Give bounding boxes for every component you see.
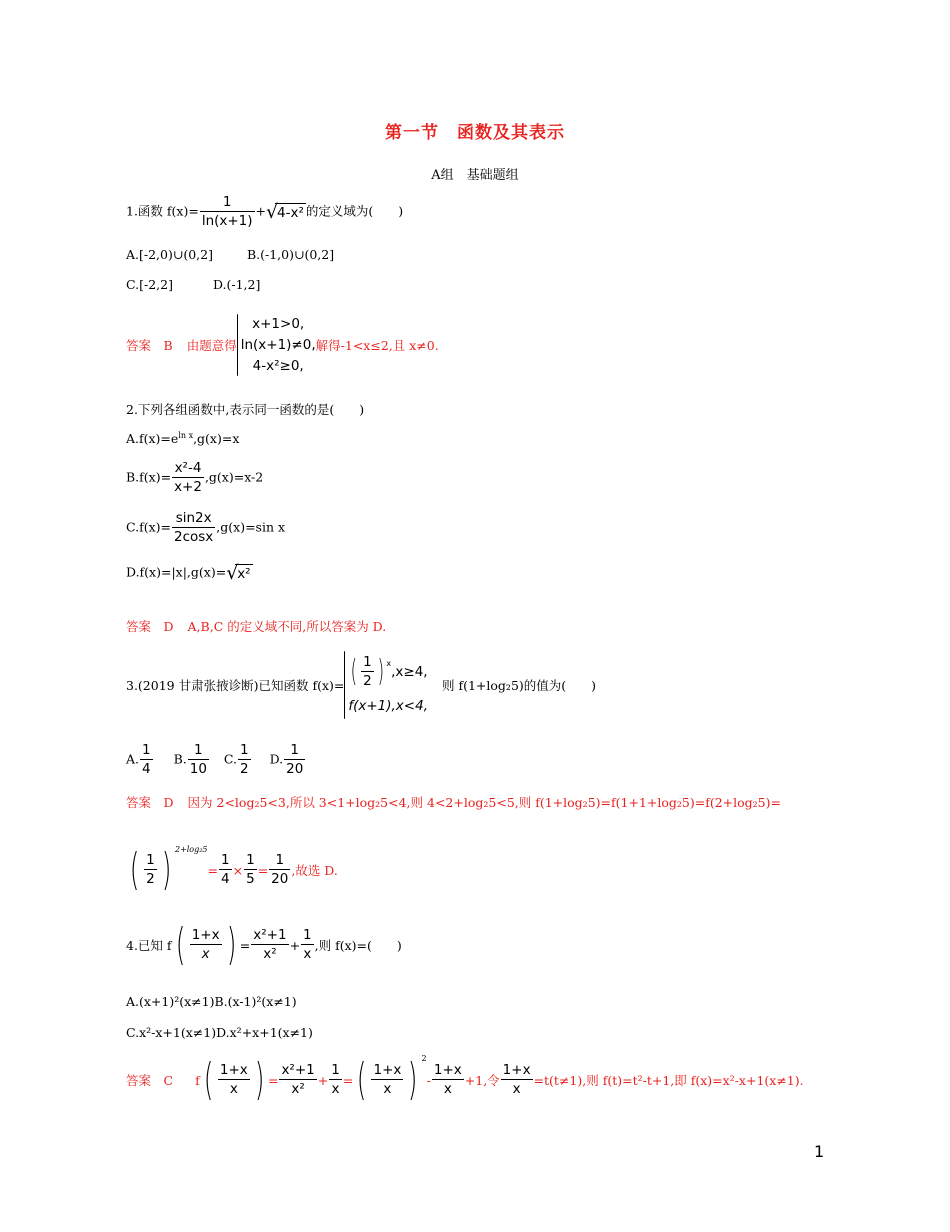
q3-stem: 3.(2019 甘肃张掖诊断)已知函数 f(x)= ( $\frac{1}{2}$ ) $^x$ ,x≥4, f(x+1),x<4, 则 f(1+log₂5)的值为( ) xyxy=(126,650,596,720)
q1-fraction: $\frac{1}{\ln(x+1)}$ xyxy=(201,194,253,229)
q1-stem-prefix: 1.函数 f(x)= xyxy=(126,203,199,219)
q3-piecewise: ( $\frac{1}{2}$ ) $^x$ ,x≥4, f(x+1),x<4, xyxy=(344,651,428,719)
q2-option-c: C.f(x)= $\frac{\sin 2x}{2\cos x}$ ,g(x)=sin x xyxy=(126,510,286,545)
section-title xyxy=(0,118,950,143)
q3-options: A. $\frac{1}{4}$ B. $\frac{1}{10}$ C. $\frac{1}{2}$ D. $\frac{1}{20}$ xyxy=(126,742,304,777)
q1-options-cd xyxy=(126,277,260,292)
q1-options-ab xyxy=(126,247,334,262)
q4-stem: 4.已知 f ( $\frac{1+x}{x}$ ) = $\frac{\text{x²+1}}{\text{x²}}$ + $\frac{1}{x}$ ,则 f(x)=( ) xyxy=(126,919,402,970)
q2-option-b: B.f(x)= $\frac{\text{x²-4}}{x+2}$ ,g(x)=x-2 xyxy=(126,460,264,495)
title-section-number: 第一节 xyxy=(385,123,439,143)
q2-answer-key: 答案 D xyxy=(126,619,174,634)
q1-stem: 1.函数 f(x)= $\frac{1}{\ln(x+1)}$ + √ 4-x² 的定义域为( ) xyxy=(126,194,404,229)
q2-stem: 2.下列各组函数中,表示同一函数的是( ) xyxy=(126,402,365,417)
group-heading: A组 基础题组 xyxy=(431,168,519,183)
page-number: 1 xyxy=(814,1142,825,1161)
title-topic: 函数及其表示 xyxy=(457,123,565,143)
q1-system: x+1>0, ln(x+1)≠0, 4-x²≥0, xyxy=(237,314,316,377)
q1-option-c: C.[-2,2] xyxy=(126,277,173,292)
q4-answer-key: 答案 C xyxy=(126,1073,174,1088)
q4-answer: 答案 C f ( $\frac{1+x}{x}$ ) = $\frac{\text{x²+1}}{\text{x²}}$ + $\frac{1}{x}$ = ( $\frac{1+x}{x}$ ) $^2$ - $\frac{1+x}{x}$ +1,令 $\frac{1+x}{x}$ =t(t≠1),则 f(t)=t²-t+1,即 f(x)=x²-x+1(x≠1). xyxy=(126,1054,804,1105)
q4-options-ab: A.(x+1)²(x≠1)B.(x-1)²(x≠1) xyxy=(126,994,297,1009)
q2-answer: 答案 D A,B,C 的定义域不同,所以答案为 D. xyxy=(126,619,387,634)
q3-answer-key: 答案 D xyxy=(126,795,174,810)
q3-answer-line1: 答案 D 因为 2<log₂5<3,所以 3<1+log₂5<4,则 4<2+log₂5<5,则 f(1+log₂5)=f(1+1+log₂5)=f(2+log₂5)= xyxy=(126,795,781,810)
q1-option-d: D.(-1,2] xyxy=(212,277,261,292)
q2-option-d: D.f(x)=|x|,g(x)= √ x² xyxy=(126,562,251,584)
q1-answer: 答案 B 由题意得 x+1>0, ln(x+1)≠0, 4-x²≥0, 解得-1<x≤2,且 x≠0. xyxy=(126,312,439,378)
q1-answer-key: 答案 B xyxy=(126,338,173,353)
q1-sqrt: √ 4-x² xyxy=(266,201,304,223)
q1-option-b: B.(-1,0)∪(0,2] xyxy=(246,247,335,262)
q1-option-a: A.[-2,0)∪(0,2] xyxy=(126,247,213,262)
q3-answer-line2: ( $\frac{1}{2}$ ) $^{2+log_25}$ = $\frac{1}{4}$ × $\frac{1}{5}$ = $\frac{1}{20}$ ,故选 D. xyxy=(129,844,338,895)
q1-stem-suffix: 的定义域为( ) xyxy=(305,203,404,219)
q4-options-cd: C.x²-x+1(x≠1)D.x²+x+1(x≠1) xyxy=(126,1025,313,1040)
q2-option-a: $A.f(x)=e^{ln x},g(x)=x$ xyxy=(126,431,240,447)
